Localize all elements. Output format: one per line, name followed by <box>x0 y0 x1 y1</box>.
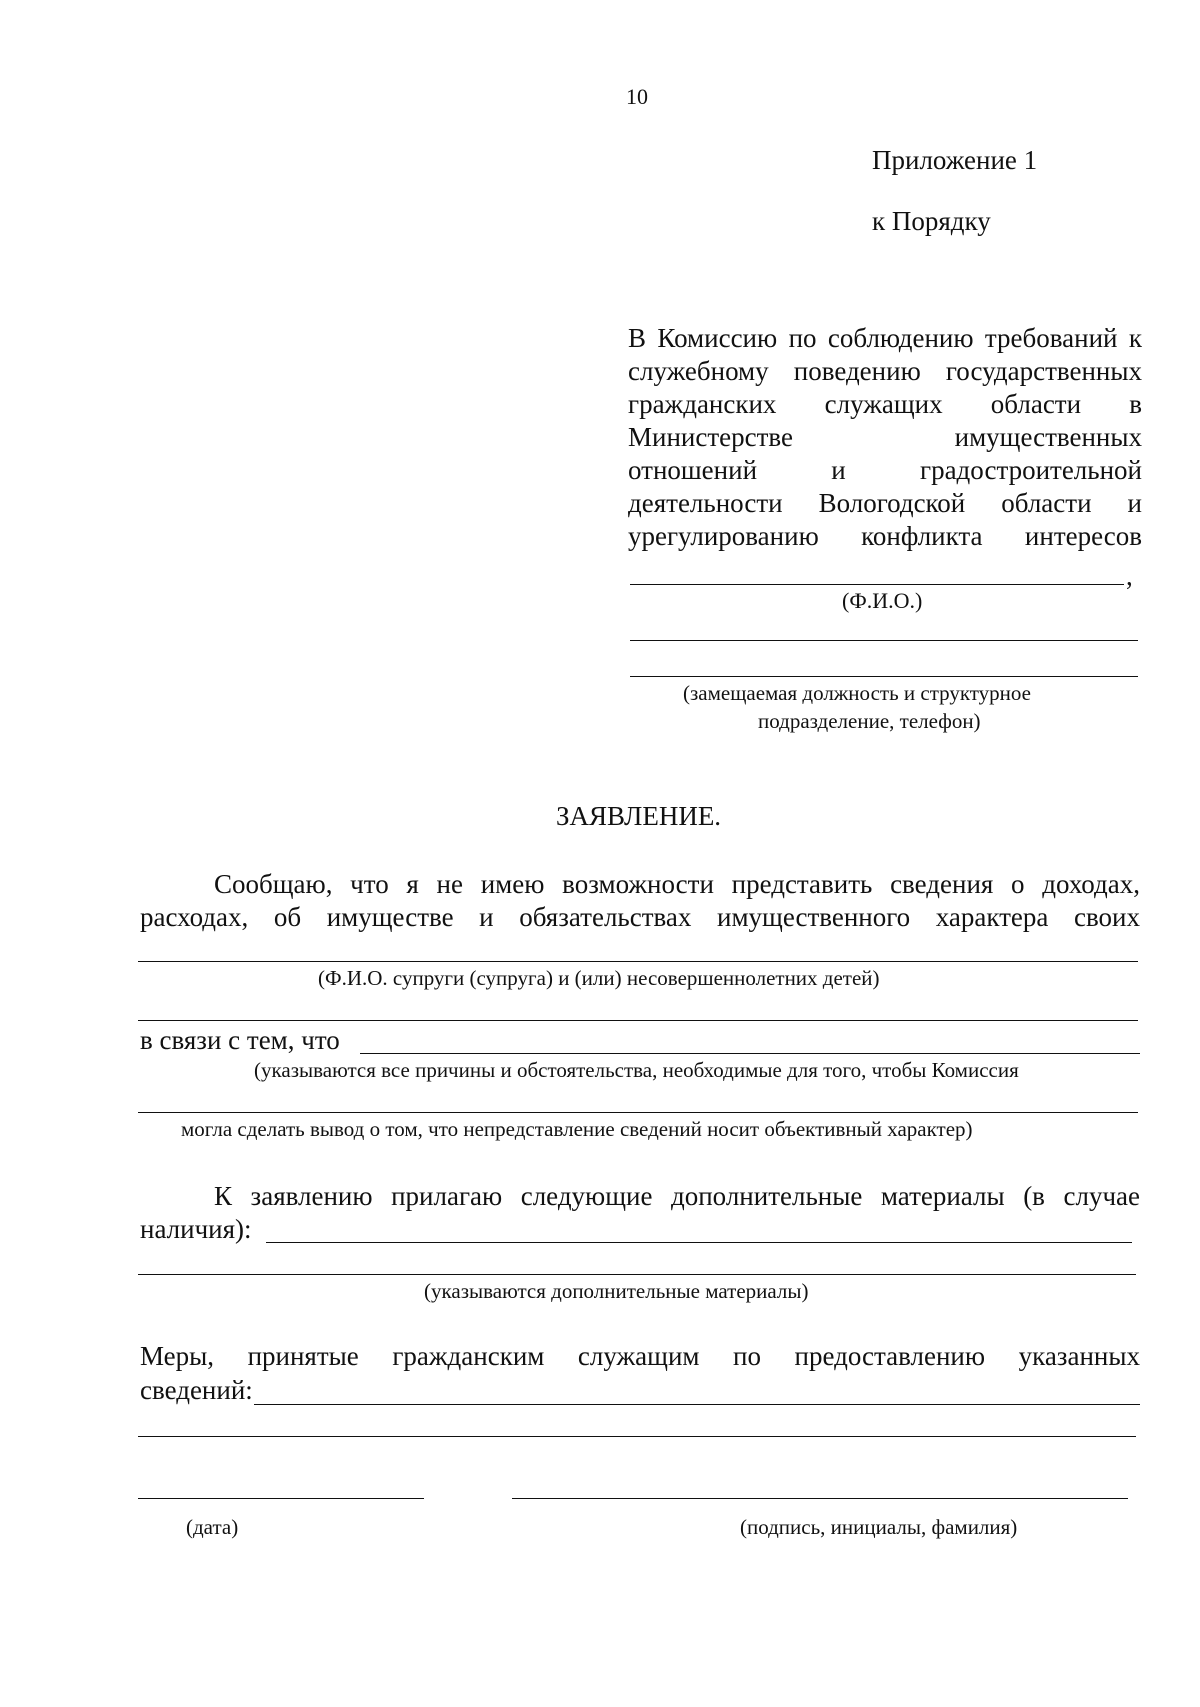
position-line-1[interactable] <box>630 640 1138 641</box>
document-title: ЗАЯВЛЕНИЕ. <box>556 801 722 831</box>
attachments-caption: (указываются дополнительные материалы) <box>424 1279 809 1303</box>
paragraph-line: К заявлению прилагаю следующие дополнительные материалы (в случае <box>214 1181 1140 1211</box>
paragraph-line: расходах, об имуществе и обязательствах имущественного характера своих <box>140 902 1140 932</box>
position-caption-1: (замещаемая должность и структурное <box>683 681 1031 705</box>
signature-line[interactable] <box>512 1498 1128 1499</box>
addressee-line: гражданских служащих области в <box>628 389 1142 419</box>
paragraph-intro <box>140 868 1140 934</box>
measures-line[interactable] <box>254 1404 1140 1405</box>
paragraph-line: Сообщаю, что я не имею возможности представить сведения о доходах, <box>214 869 1140 899</box>
fio-comma: , <box>1126 561 1133 591</box>
addressee-block <box>628 322 1142 553</box>
addressee-line: В Комиссию по соблюдению требований к <box>628 323 1142 353</box>
page-number: 10 <box>626 84 648 109</box>
reason-line-2[interactable] <box>138 1112 1138 1113</box>
position-caption-2: подразделение, телефон) <box>758 709 981 733</box>
family-fio-caption: (Ф.И.О. супруги (супруга) и (или) несовершеннолетних детей) <box>318 966 880 990</box>
addressee-line: Министерстве имущественных <box>628 422 1142 452</box>
attachments-line-2[interactable] <box>138 1274 1136 1275</box>
measures-line-2[interactable] <box>138 1436 1136 1437</box>
reason-label: в связи с тем, что <box>140 1025 340 1055</box>
family-fio-line[interactable] <box>138 961 1138 962</box>
position-line-2[interactable] <box>630 676 1138 677</box>
attachments-line[interactable] <box>266 1242 1132 1243</box>
fio-line[interactable] <box>630 584 1124 585</box>
measures-label: сведений: <box>140 1375 253 1405</box>
reason-line[interactable] <box>360 1053 1140 1054</box>
addressee-line: отношений и градостроительной <box>628 455 1142 485</box>
attachments-paragraph <box>140 1180 1140 1213</box>
measures-paragraph <box>140 1340 1140 1373</box>
signature-caption: (подпись, инициалы, фамилия) <box>740 1515 1018 1539</box>
attachments-label: наличия): <box>140 1214 252 1244</box>
family-fio-line-2[interactable] <box>138 1020 1138 1021</box>
addressee-line: урегулированию конфликта интересов <box>628 521 1142 551</box>
paragraph-line: Меры, принятые гражданским служащим по предоставлению указанных <box>140 1341 1140 1371</box>
appendix-label: Приложение 1 <box>872 145 1038 175</box>
date-caption: (дата) <box>186 1515 239 1539</box>
reason-caption-2: могла сделать вывод о том, что непредставление сведений носит объективный характер) <box>181 1117 973 1141</box>
fio-caption: (Ф.И.О.) <box>842 588 923 613</box>
addressee-line: служебному поведению государственных <box>628 356 1142 386</box>
addressee-line: деятельности Вологодской области и <box>628 488 1142 518</box>
date-line[interactable] <box>138 1498 424 1499</box>
reason-caption-1: (указываются все причины и обстоятельства, необходимые для того, чтобы Комиссия <box>254 1058 1019 1082</box>
order-label: к Порядку <box>872 206 991 236</box>
